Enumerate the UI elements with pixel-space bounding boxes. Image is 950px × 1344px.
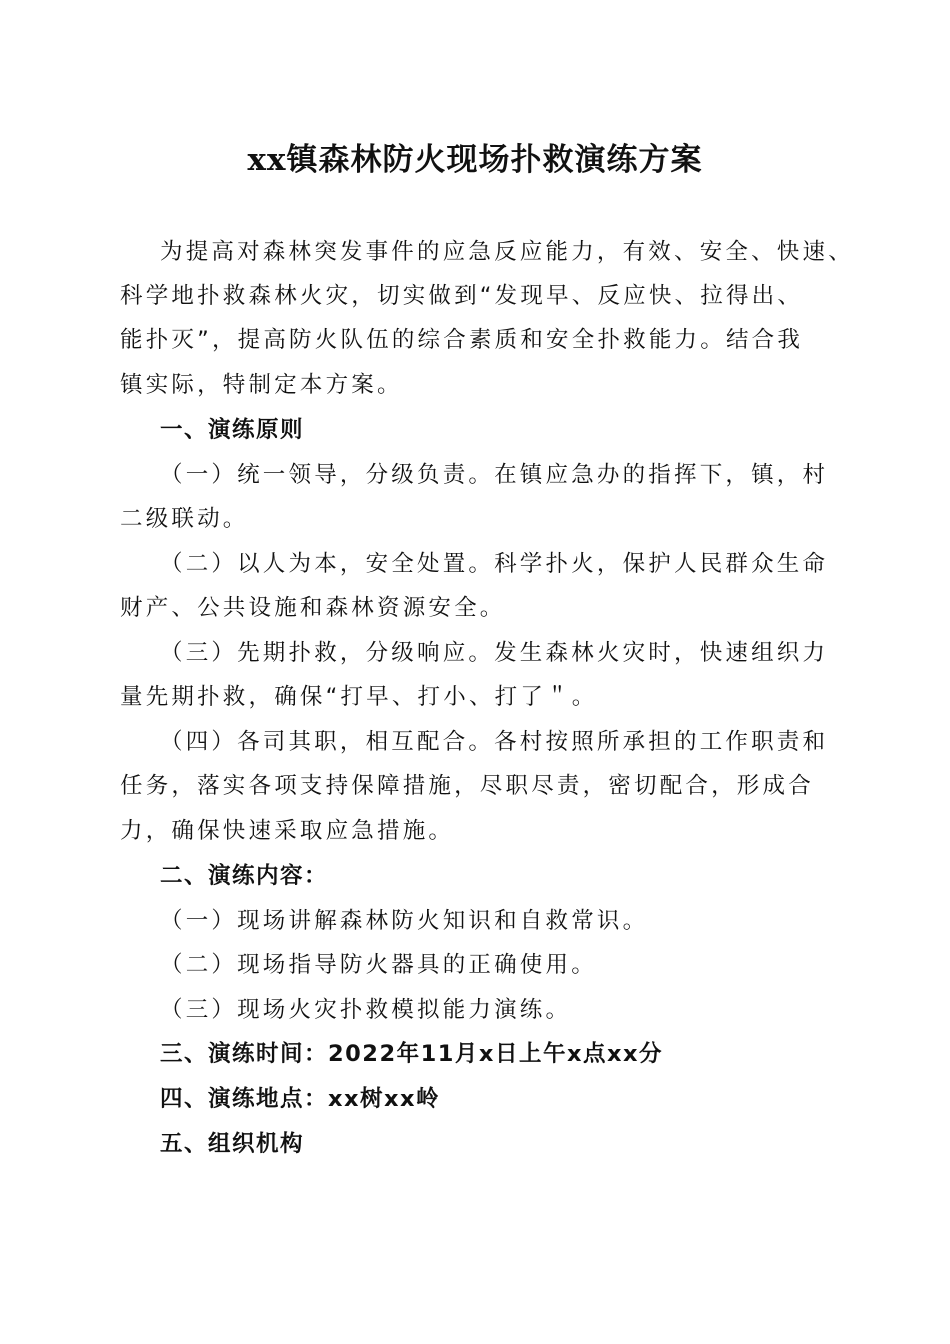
principle-2-line-1: （二）以人为本，安全处置。科学扑火，保护人民群众生命 bbox=[160, 551, 829, 577]
section5-heading: 五、组织机构 bbox=[160, 1131, 305, 1157]
principle-4-line-3: 力，确保快速采取应急措施。 bbox=[120, 818, 455, 844]
intro-line-1: 为提高对森林突发事件的应急反应能力，有效、安全、快速、 bbox=[160, 239, 854, 265]
principle-1-line-2: 二级联动。 bbox=[120, 506, 249, 532]
section1-heading: 一、演练原则 bbox=[160, 417, 305, 443]
principle-4-line-2: 任务，落实各项支持保障措施，尽职尽责，密切配合，形成合 bbox=[120, 773, 814, 799]
section4-location: 四、演练地点：xx树xx岭 bbox=[160, 1086, 441, 1112]
principle-2-line-2: 财产、公共设施和森林资源安全。 bbox=[120, 595, 506, 621]
document-title: xx镇森林防火现场扑救演练方案 bbox=[247, 142, 703, 178]
intro-line-2: 科学地扑救森林火灾，切实做到“发现早、反应快、拉得出、 bbox=[120, 283, 804, 309]
content-item-3: （三）现场火灾扑救模拟能力演练。 bbox=[160, 997, 572, 1023]
section2-heading: 二、演练内容： bbox=[160, 863, 329, 889]
principle-3-line-1: （三）先期扑救，分级响应。发生森林火灾时，快速组织力 bbox=[160, 640, 829, 666]
principle-3-line-2: 量先期扑救，确保“打早、打小、打了＂。 bbox=[120, 684, 598, 710]
content-item-2: （二）现场指导防火器具的正确使用。 bbox=[160, 952, 597, 978]
principle-1-line-1: （一）统一领导，分级负责。在镇应急办的指挥下，镇，村 bbox=[160, 462, 829, 488]
content-item-1: （一）现场讲解森林防火知识和自救常识。 bbox=[160, 908, 649, 934]
intro-line-3: 能扑灭”，提高防火队伍的综合素质和安全扑救能力。结合我 bbox=[120, 327, 804, 353]
intro-line-4: 镇实际，特制定本方案。 bbox=[120, 372, 403, 398]
principle-4-line-1: （四）各司其职，相互配合。各村按照所承担的工作职责和 bbox=[160, 729, 829, 755]
section3-time: 三、演练时间：2022年11月x日上午x点xx分 bbox=[160, 1041, 663, 1067]
